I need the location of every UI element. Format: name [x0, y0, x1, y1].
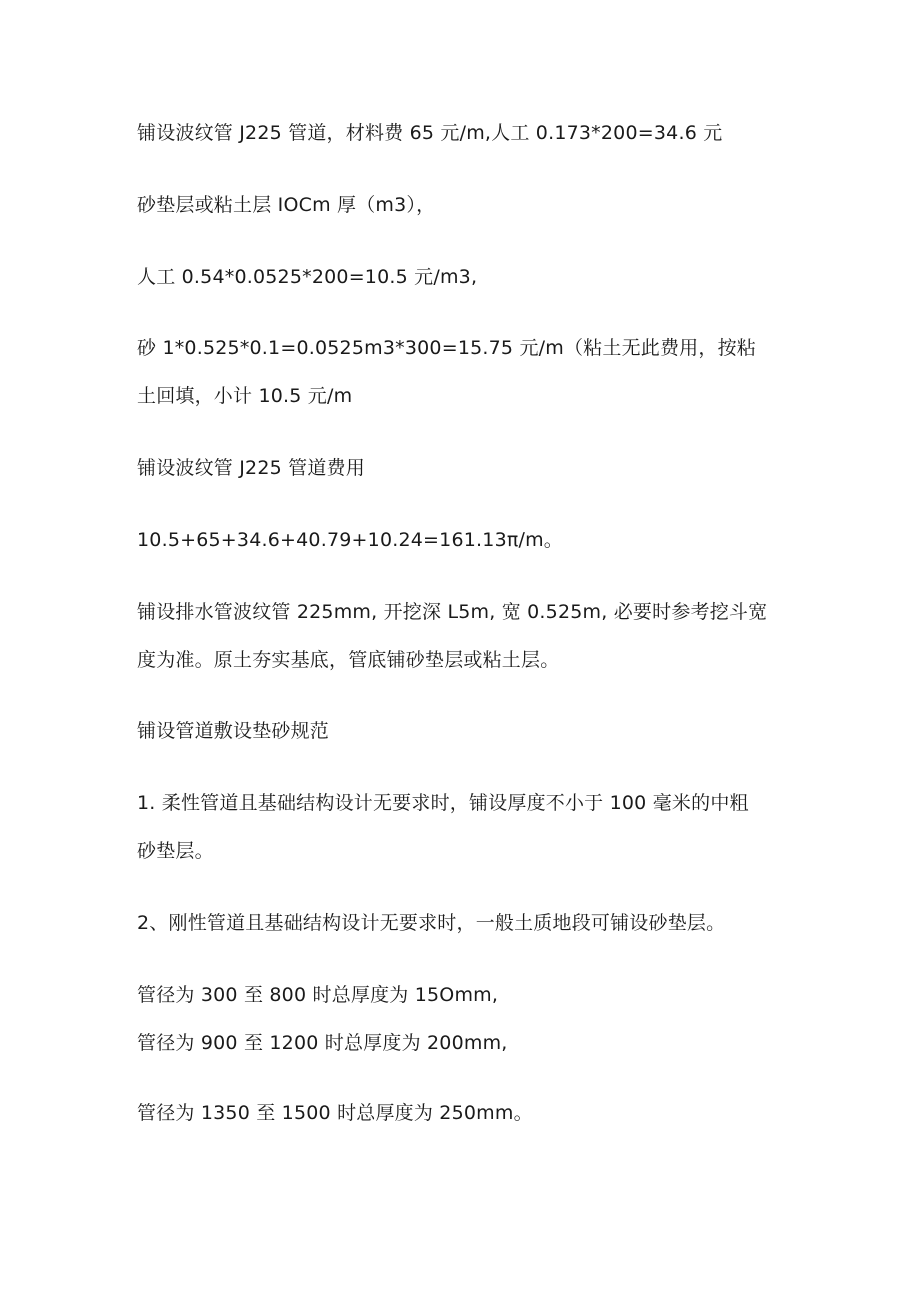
rule-2-line: 2、刚性管道且基础结构设计无要求时，一般土质地段可铺设砂垫层。: [137, 912, 726, 934]
pipe-cost-heading: 铺设波纹管 J225 管道费用: [137, 457, 365, 479]
backfill-subtotal-line: 土回填，小计 10.5 元/m: [137, 385, 353, 407]
diameter-rule-1350-1500: 管径为 1350 至 1500 时总厚度为 250mm。: [137, 1102, 533, 1124]
rule-1-line-cont: 砂垫层。: [137, 840, 214, 862]
sand-cushion-line: 砂垫层或粘土层 IOCm 厚（m3），: [137, 194, 436, 216]
drain-pipe-spec-line: 铺设排水管波纹管 225mm, 开挖深 L5m, 宽 0.525m, 必要时参考挖斗宽: [137, 601, 768, 623]
labor-cost-line: 人工 0.54*0.0525*200=10.5 元/m3,: [137, 266, 478, 288]
sand-spec-heading: 铺设管道敷设垫砂规范: [137, 720, 330, 742]
cost-line-corrugated-pipe: 铺设波纹管 J225 管道，材料费 65 元/m,人工 0.173*200=34.6 元: [137, 122, 723, 144]
diameter-rule-300-800: 管径为 300 至 800 时总厚度为 15Omm,: [137, 984, 499, 1006]
sand-cost-line: 砂 1*0.525*0.1=0.0525m3*300=15.75 元/m（粘土无此费用，按粘: [137, 337, 756, 359]
drain-pipe-spec-line-cont: 度为准。原土夯实基底，管底铺砂垫层或粘土层。: [137, 649, 560, 671]
pipe-cost-total: 10.5+65+34.6+40.79+10.24=161.13π∕m。: [137, 529, 564, 551]
diameter-rule-900-1200: 管径为 900 至 1200 时总厚度为 200mm,: [137, 1032, 508, 1054]
rule-1-line: 1. 柔性管道且基础结构设计无要求时，铺设厚度不小于 100 毫米的中粗: [137, 792, 749, 814]
